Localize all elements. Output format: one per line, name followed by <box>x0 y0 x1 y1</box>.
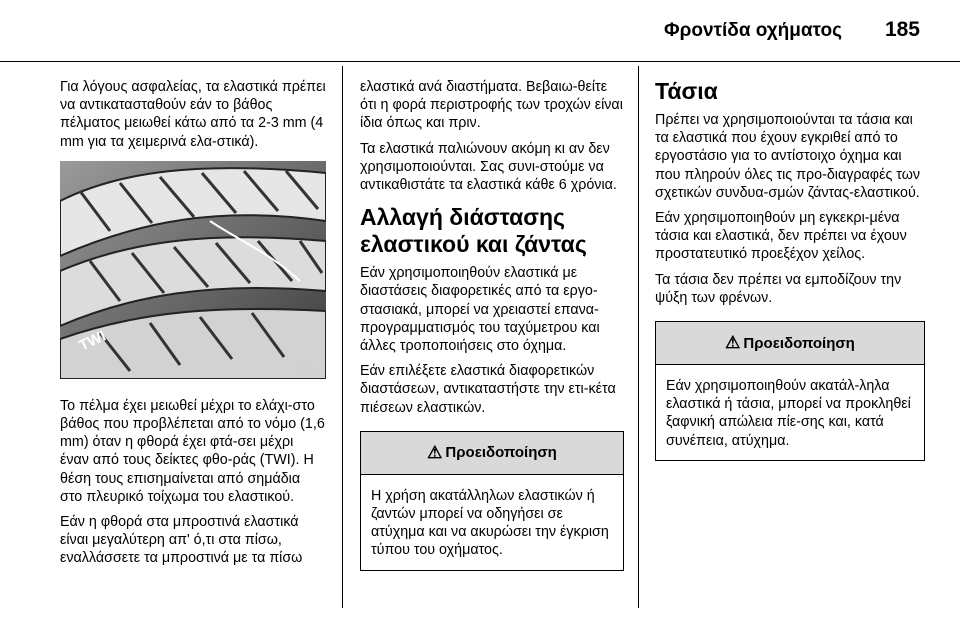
page-title: Φροντίδα οχήματος <box>664 20 842 41</box>
warning-icon: ⚠ <box>427 442 443 462</box>
tire-tread-illustration <box>60 161 326 379</box>
warning-title: Προειδοποίηση <box>743 334 855 352</box>
warning-body <box>361 475 623 570</box>
page-header <box>0 0 960 40</box>
tire-tread-drawing <box>60 161 326 379</box>
twi-marking: TWI <box>76 327 109 355</box>
warning-body <box>656 365 924 460</box>
paragraph: Τα ελαστικά παλιώνουν ακόμη κι αν δεν χρησιμοποιούνται. Σας συνι-στούμε να αντικαθιστάτε τα ελαστικά κάθε 6 χρόνια. <box>360 140 617 194</box>
warning-text: Η χρήση ακατάλληλων ελαστικών ή ζαντών μπορεί να οδηγήσει σε ατύχημα και να ακυρώσει την έγκριση τύπου του οχήματος. <box>371 487 609 559</box>
section-heading: Αλλαγή διάστασης ελαστικού και ζάντας <box>360 204 587 258</box>
column-2 <box>360 78 624 571</box>
paragraph: Τα τάσια δεν πρέπει να εμποδίζουν την ψύξη των φρένων. <box>655 271 902 306</box>
warning-header <box>361 432 623 475</box>
warning-header <box>656 322 924 365</box>
paragraph: Το πέλμα έχει μειωθεί μέχρι το ελάχι-στο βάθος που προβλέπεται από το νόμο (1,6 mm) όταν η φθορά έχει φτά-σει μέχρι έναν από τους δείκτες φθο-ράς (TWI). Η θέση τους επισημαίνεται από σημάδια στο πλευρικό τοίχωμα του ελαστικού. <box>60 397 325 505</box>
header-divider <box>0 61 960 62</box>
figure-number: 30055 <box>292 363 320 375</box>
column-3 <box>655 78 925 461</box>
paragraph: Πρέπει να χρησιμοποιούνται τα τάσια και τα ελαστικά που έχουν εγκριθεί από το εργοστάσιο για το αντίστοιχο όχημα και που πληρούν όλες τις προ-διαγραφές των σχετικών συνδυα-σμών ζάντας-ελαστικού. <box>655 112 921 201</box>
paragraph: Εάν χρησιμοποιηθούν ελαστικά με διαστάσεις διαφορετικές από τα εργο-στασιακά, μπορεί να χρειαστεί επανα-προγραμματισμός του ταχύμετρου και άλλες τροποποιήσεις στο όχημα. <box>360 265 600 355</box>
warning-icon: ⚠ <box>725 333 741 353</box>
paragraph: Για λόγους ασφαλείας, τα ελαστικά πρέπει να αντικατασταθούν εάν το βάθος πέλματος μειωθεί κάτω από τα 2-3 mm (4 mm για τα χειμερινά ελα-στικά). <box>60 79 326 150</box>
warning-text: Εάν χρησιμοποιηθούν ακατάλ-ληλα ελαστικά ή τάσια, μπορεί να προκληθεί ξαφνική απώλεια πίε-σης και, κατά συνέπεια, ατύχημα. <box>666 378 911 449</box>
warning-box <box>360 431 624 571</box>
paragraph: Εάν η φθορά στα μπροστινά ελαστικά είναι μεγαλύτερη απ' ό,τι στα πίσω, εναλλάσσετε τα μπροστινά με τα πίσω <box>60 514 303 567</box>
page-number: 185 <box>884 18 920 41</box>
warning-box <box>655 321 925 461</box>
column-divider <box>342 66 343 608</box>
paragraph: Εάν χρησιμοποιηθούν μη εγκεκρι-μένα τάσια και ελαστικά, δεν πρέπει να έχουν προστατευτικό προεξέχον χείλος. <box>655 210 907 263</box>
column-1 <box>60 78 326 575</box>
warning-title: Προειδοποίηση <box>445 444 557 462</box>
paragraph: Εάν επιλέξετε ελαστικά διαφορετικών διαστάσεων, αντικαταστήστε την ετι-κέτα πιέσεων ελαστικών. <box>360 363 616 416</box>
section-heading: Τάσια <box>655 78 718 104</box>
paragraph: ελαστικά ανά διαστήματα. Βεβαιω-θείτε ότι η φορά περιστροφής των τροχών είναι ίδια όπως και πριν. <box>360 79 623 132</box>
column-divider <box>638 66 639 608</box>
